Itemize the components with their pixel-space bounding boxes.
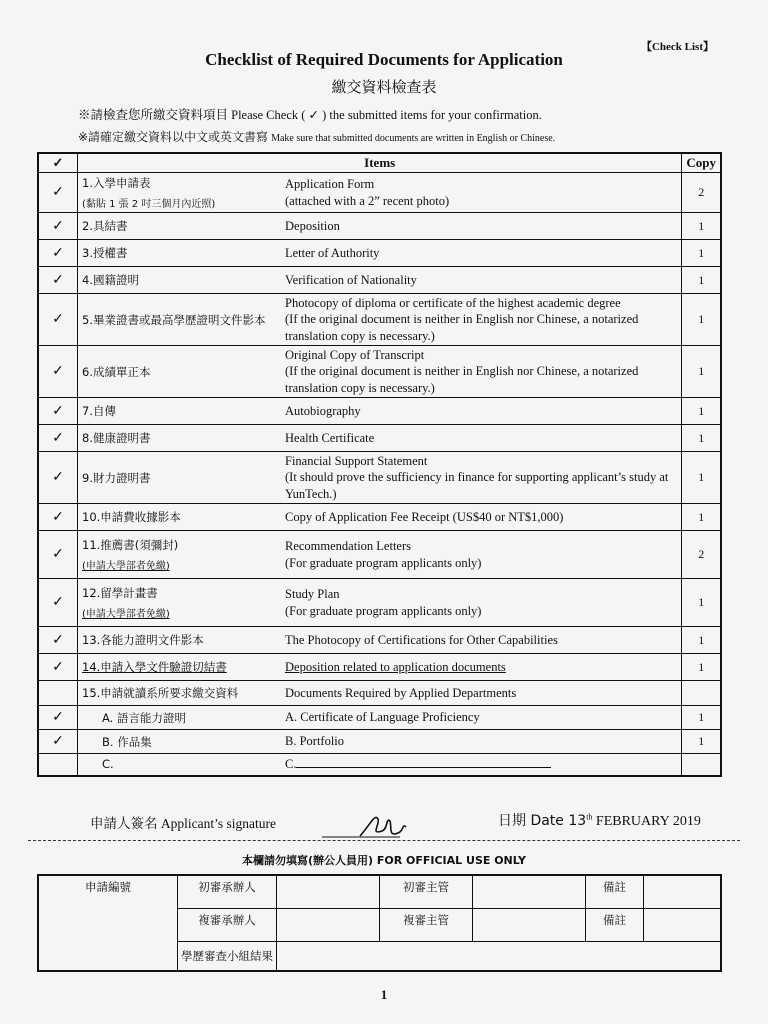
checklist-row <box>38 452 721 504</box>
page-title: Checklist of Required Documents for Application <box>205 50 563 69</box>
item-checkbox[interactable]: ✓ <box>38 425 78 452</box>
first-handler-label: 初審承辦人 <box>178 875 277 908</box>
copy-column-header: Copy <box>682 153 721 173</box>
remarks-field-1[interactable] <box>644 875 722 908</box>
second-supervisor-label: 複審主管 <box>380 908 473 941</box>
item-name-zh: 6.成績單正本 <box>78 346 282 398</box>
checklist-row <box>38 730 721 754</box>
item-name-en: C. <box>281 754 682 776</box>
item-name-en: Documents Required by Applied Departments <box>281 681 682 706</box>
item-copy-count <box>682 681 721 706</box>
items-column-header: Items <box>78 153 682 173</box>
item-name-zh: 14.申請入學文件驗證切結書 <box>78 654 282 681</box>
item-checkbox[interactable] <box>38 754 78 776</box>
item-name-zh: C. <box>78 754 282 776</box>
item-name-zh: 5.畢業證書或最高學歷證明文件影本 <box>78 294 282 346</box>
item-checkbox[interactable]: ✓ <box>38 452 78 504</box>
application-number-label: 申請編號 <box>38 875 178 971</box>
item-copy-count: 1 <box>682 706 721 730</box>
item-name-en: Copy of Application Fee Receipt (US$40 or NT$1,000) <box>281 504 682 531</box>
item-name-zh: 11.推薦書(須彌封) (申請大學部者免繳) <box>78 531 282 579</box>
applicant-signature-label: 申請人簽名 Applicant’s signature <box>90 816 276 831</box>
remarks-label-1: 備註 <box>586 875 644 908</box>
item-checkbox[interactable] <box>38 681 78 706</box>
item-checkbox[interactable]: ✓ <box>38 240 78 267</box>
checklist-row <box>38 579 721 627</box>
item-copy-count <box>682 754 721 776</box>
checklist-row <box>38 294 721 346</box>
signature-mark <box>320 815 470 841</box>
item-name-en: Application Form (attached with a 2” recent photo) <box>281 173 682 213</box>
item-checkbox[interactable]: ✓ <box>38 173 78 213</box>
first-handler-field[interactable] <box>277 875 380 908</box>
item-name-zh: 7.自傳 <box>78 398 282 425</box>
checklist-row <box>38 706 721 730</box>
first-supervisor-field[interactable] <box>473 875 586 908</box>
item-copy-count: 1 <box>682 240 721 267</box>
item-checkbox[interactable]: ✓ <box>38 398 78 425</box>
check-list-tag: 【Check List】 <box>640 41 714 53</box>
item-name-en: The Photocopy of Certifications for Other Capabilities <box>281 627 682 654</box>
item-checkbox[interactable]: ✓ <box>38 654 78 681</box>
second-handler-label: 複審承辦人 <box>178 908 277 941</box>
checklist-row <box>38 425 721 452</box>
official-use-table <box>37 874 722 972</box>
item-name-en: Verification of Nationality <box>281 267 682 294</box>
review-group-label: 學歷審查小組結果 <box>178 941 277 971</box>
item-name-zh: 4.國籍證明 <box>78 267 282 294</box>
item-name-en: Letter of Authority <box>281 240 682 267</box>
item-checkbox[interactable]: ✓ <box>38 504 78 531</box>
checklist-row <box>38 681 721 706</box>
item-copy-count: 2 <box>682 531 721 579</box>
item-name-en: Deposition <box>281 213 682 240</box>
item-copy-count: 1 <box>682 267 721 294</box>
checklist-row <box>38 267 721 294</box>
second-supervisor-field[interactable] <box>473 908 586 941</box>
checklist-row <box>38 531 721 579</box>
checklist-row <box>38 754 721 776</box>
item-name-en: Study Plan (For graduate program applicants only) <box>281 579 682 627</box>
checklist-row <box>38 504 721 531</box>
item-copy-count: 1 <box>682 398 721 425</box>
item-checkbox[interactable]: ✓ <box>38 579 78 627</box>
item-name-zh: 8.健康證明書 <box>78 425 282 452</box>
item-checkbox[interactable]: ✓ <box>38 346 78 398</box>
item-name-en: Original Copy of Transcript (If the original document is neither in English nor Chinese, a notarized translation copy is necessary.) <box>281 346 682 398</box>
item-note-zh: (申請大學部者免繳) <box>82 609 170 620</box>
checklist-row <box>38 654 721 681</box>
item-name-en: Autobiography <box>281 398 682 425</box>
second-handler-field[interactable] <box>277 908 380 941</box>
review-group-field[interactable] <box>277 941 722 971</box>
official-use-title: 本欄請勿填寫(辦公人員用) FOR OFFICIAL USE ONLY <box>241 854 527 867</box>
item-name-en: Health Certificate <box>281 425 682 452</box>
checklist-row <box>38 173 721 213</box>
item-name-zh: 1.入學申請表 (黏貼 1 張 2 吋三個月內近照) <box>78 173 282 213</box>
checklist-row <box>38 240 721 267</box>
item-copy-count: 1 <box>682 213 721 240</box>
item-name-en: B. Portfolio <box>281 730 682 754</box>
item-name-en: Photocopy of diploma or certificate of the highest academic degree (If the original document is neither in English nor Chinese, a notarized translation copy is necessary.) <box>281 294 682 346</box>
item-name-zh: 13.各能力證明文件影本 <box>78 627 282 654</box>
item-name-zh: 10.申請費收據影本 <box>78 504 282 531</box>
item-name-zh: 15.申請就讀系所要求繳交資料 <box>78 681 282 706</box>
item-note-zh: (申請大學部者免繳) <box>82 561 170 572</box>
blank-line[interactable] <box>296 756 551 768</box>
item-checkbox[interactable]: ✓ <box>38 706 78 730</box>
item-name-zh: 2.具結書 <box>78 213 282 240</box>
item-copy-count: 1 <box>682 579 721 627</box>
item-copy-count: 2 <box>682 173 721 213</box>
page-number: 1 <box>380 987 388 1002</box>
item-checkbox[interactable]: ✓ <box>38 213 78 240</box>
item-name-en: Recommendation Letters (For graduate program applicants only) <box>281 531 682 579</box>
item-name-zh: B. 作品集 <box>78 730 282 754</box>
item-checkbox[interactable]: ✓ <box>38 267 78 294</box>
checklist-header-row <box>38 153 721 173</box>
first-supervisor-label: 初審主管 <box>380 875 473 908</box>
checklist-row <box>38 627 721 654</box>
item-note-zh: (黏貼 1 張 2 吋三個月內近照) <box>82 199 216 210</box>
item-name-en: Deposition related to application documents <box>281 654 682 681</box>
instruction-note: ※請檢查您所繳交資料項目 Please Check ( ✓ ) the submitted items for your confirmation. <box>78 108 542 122</box>
check-column-header: ✓ <box>38 153 78 173</box>
item-checkbox[interactable]: ✓ <box>38 294 78 346</box>
language-note <box>78 128 555 145</box>
remarks-field-2[interactable] <box>644 908 722 941</box>
item-name-en: A. Certificate of Language Proficiency <box>281 706 682 730</box>
checklist-body <box>38 173 721 776</box>
item-name-zh: 3.授權書 <box>78 240 282 267</box>
checklist-row <box>38 346 721 398</box>
application-date: 日期 Date 13th FEBRUARY 2019 <box>498 812 701 829</box>
language-note-zh: ※請確定繳交資料以中文或英文書寫 <box>78 130 269 144</box>
item-name-en: Financial Support Statement (It should prove the sufficiency in finance for supporting applicant’s study at YunTech.) <box>281 452 682 504</box>
checklist-row <box>38 213 721 240</box>
item-copy-count: 1 <box>682 730 721 754</box>
item-copy-count: 1 <box>682 294 721 346</box>
page-subtitle: 繳交資料檢查表 <box>331 78 437 96</box>
checklist-table <box>37 152 722 777</box>
item-checkbox[interactable]: ✓ <box>38 730 78 754</box>
item-name-zh: 9.財力證明書 <box>78 452 282 504</box>
item-copy-count: 1 <box>682 452 721 504</box>
checklist-row <box>38 398 721 425</box>
remarks-label-2: 備註 <box>586 908 644 941</box>
item-copy-count: 1 <box>682 654 721 681</box>
language-note-en: Make sure that submitted documents are written in English or Chinese. <box>271 133 556 144</box>
item-checkbox[interactable]: ✓ <box>38 627 78 654</box>
item-checkbox[interactable]: ✓ <box>38 531 78 579</box>
item-copy-count: 1 <box>682 504 721 531</box>
item-copy-count: 1 <box>682 627 721 654</box>
cut-divider <box>28 840 740 841</box>
item-name-zh: A. 語言能力證明 <box>78 706 282 730</box>
item-name-zh: 12.留學計畫書 (申請大學部者免繳) <box>78 579 282 627</box>
item-copy-count: 1 <box>682 346 721 398</box>
item-copy-count: 1 <box>682 425 721 452</box>
